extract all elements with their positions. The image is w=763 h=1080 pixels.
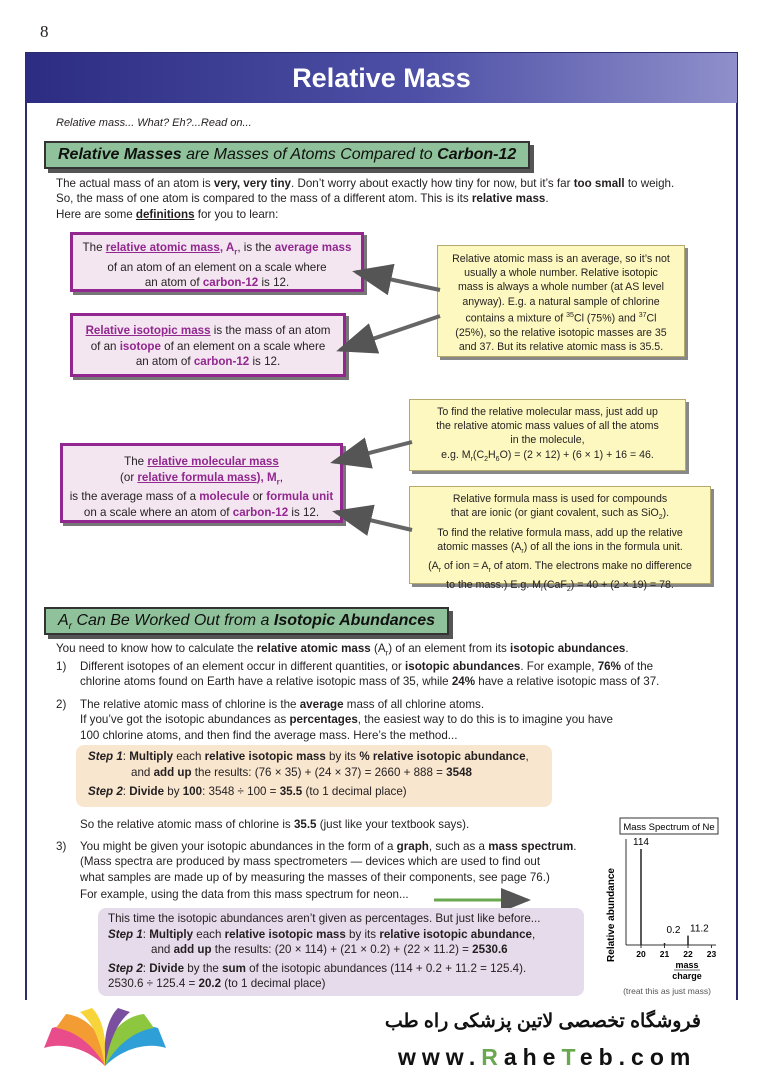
mass-spectrum-chart	[600, 815, 730, 997]
definition-relative-atomic-mass: The relative atomic mass, $A_r$, is the average mass of an atom of an element on a scale where an atom of carbon-12 is 12.	[70, 232, 364, 292]
x-tick-label: 23	[706, 949, 717, 959]
definition-relative-isotopic-mass: Relative isotopic mass is the mass of an atom of an isotope of an element on a scale where an atom of carbon-12 is 12.	[70, 313, 346, 377]
arrow-to-relative-isotopic-mass	[340, 316, 440, 350]
page-number: 8	[40, 22, 49, 41]
arrow-to-relative-molecular-mass-2	[336, 512, 412, 530]
heading-bold: Carbon-12	[437, 146, 517, 163]
peak-label: 11.2	[690, 923, 709, 935]
list-item-3: 3) You might be given your isotopic abundances in the form of a graph, such as a mass spectrum. (Mass spectra are produced by mass spectrometers — devices which are used to find out what samples are made up of by measuring the masses of their components, see page 76.) For example, using the data from this mass spectrum for neon...	[56, 840, 577, 901]
definition-relative-molecular-mass: The relative molecular mass (or relative formula mass), $M_r$, is the average mass of a molecule or formula unit on a scale where an atom of carbon-12 is 12.	[60, 443, 343, 523]
arrow-to-relative-atomic-mass	[356, 272, 440, 290]
section-heading-isotopic-abundances: $A_r$ Can Be Worked Out from a Isotopic Abundances	[44, 607, 449, 635]
chart-note: (treat this as just mass)	[623, 986, 711, 996]
y-axis-label: Relative abundance	[606, 868, 617, 962]
method-steps-chlorine: Step 1: Multiply each relative isotopic mass by its % relative isotopic abundance, and add up the results: (76 × 35) + (24 × 37) = 2660 + 888 = 3548 Step 2: Divide by 100: 3548 ÷ 100 = 35.5 (to 1 decimal place)	[76, 745, 552, 807]
list-item-1: 1) Different isotopes of an element occur in different quantities, or isotopic abundances. For example, 76% of the chlorine atoms found on Earth have a relative isotopic mass of 35, while 24% have a relative isotopic mass of 37.	[56, 660, 660, 689]
x-axis-label-bottom: charge	[672, 971, 702, 981]
section2-intro: You need to know how to calculate the relative atomic mass $(A_r)$ of an element from its isotopic abundances.	[56, 642, 629, 658]
x-axis-label-top: mass	[675, 960, 699, 970]
list-item-2: 2) The relative atomic mass of chlorine is the average mass of all chlorine atoms. If you’ve got the isotopic abundances as percentages, the easiest way to do this is to imagine you have 100 chlorine atoms, and then find the average mass. Here’s the method...	[56, 698, 613, 742]
bookstore-logo-icon	[42, 1008, 168, 1070]
intro-text: Relative mass... What? Eh?...Read on...	[56, 117, 252, 129]
footer-url[interactable]: www.RaheTeb.com	[398, 1044, 697, 1070]
peak-label: 114	[633, 837, 649, 848]
chlorine-conclusion: So the relative atomic mass of chlorine is 35.5 (just like your textbook says).	[80, 818, 470, 831]
arrow-to-relative-molecular-mass	[334, 442, 412, 462]
page-title: Relative Mass	[292, 63, 471, 93]
footer-brand: فروشگاه تخصصی لاتین پزشکی راه طب	[384, 1011, 701, 1032]
heading-bold: Relative Masses	[58, 146, 182, 163]
x-tick-label: 22	[683, 949, 693, 959]
chart-title: Mass Spectrum of Ne	[623, 822, 715, 833]
peak-label: 0.2	[666, 925, 681, 936]
x-tick-label: 21	[659, 949, 670, 959]
section1-paragraph: The actual mass of an atom is very, very tiny. Don’t worry about exactly how tiny for now, but it’s far too small to weigh. So, the mass of one atom is compared to the mass of a different atom. This is its relative mass. Here are some definitions for you to learn:	[56, 177, 675, 221]
x-tick-label: 20	[636, 949, 646, 959]
heading-text: are Masses of Atoms Compared to	[181, 146, 438, 163]
note-relative-formula-mass: Relative formula mass is used for compounds that are ionic (or giant covalent, such as SiO$_2$). To find the relative formula mass, add up the relative atomic masses $(A_r)$ of all the ions in the formula unit. ($A_r$ of ion = $A_r$ of atom. The electrons make no difference to the mass.) E.g. $M_r(CaF_2) = 40 + (2 \times 19) = 78$.	[409, 486, 711, 584]
method-steps-neon: This time the isotopic abundances aren’t given as percentages. But just like before... Step 1: Multiply each relative isotopic mass by its relative isotopic abundance, and add up the results: (20 × 114) + (21 × 0.2) + (22 × 11.2) = 2530.6 Step 2: Divide by the sum of the isotopic abundances (114 + 0.2 + 11.2 = 125.4). 2530.6 ÷ 125.4 = 20.2 (to 1 decimal place)	[98, 908, 584, 996]
note-relative-molecular-mass: To find the relative molecular mass, just add up the relative atomic mass values of all the atoms in the molecule, e.g. $M_r(C_2H_6O) = (2 \times 12) + (6 \times 1) + 16 = 46$.	[409, 399, 686, 471]
note-relative-atomic-mass-average: Relative atomic mass is an average, so it’s not usually a whole number. Relative isotopic mass is always a whole number (at AS level anyway). E.g. a natural sample of chlorine contains a mixture of $^{35}$Cl (75%) and $^{37}$Cl (25%), so the relative isotopic masses are 35 and 37. But its relative atomic mass is 35.5.	[437, 245, 685, 357]
